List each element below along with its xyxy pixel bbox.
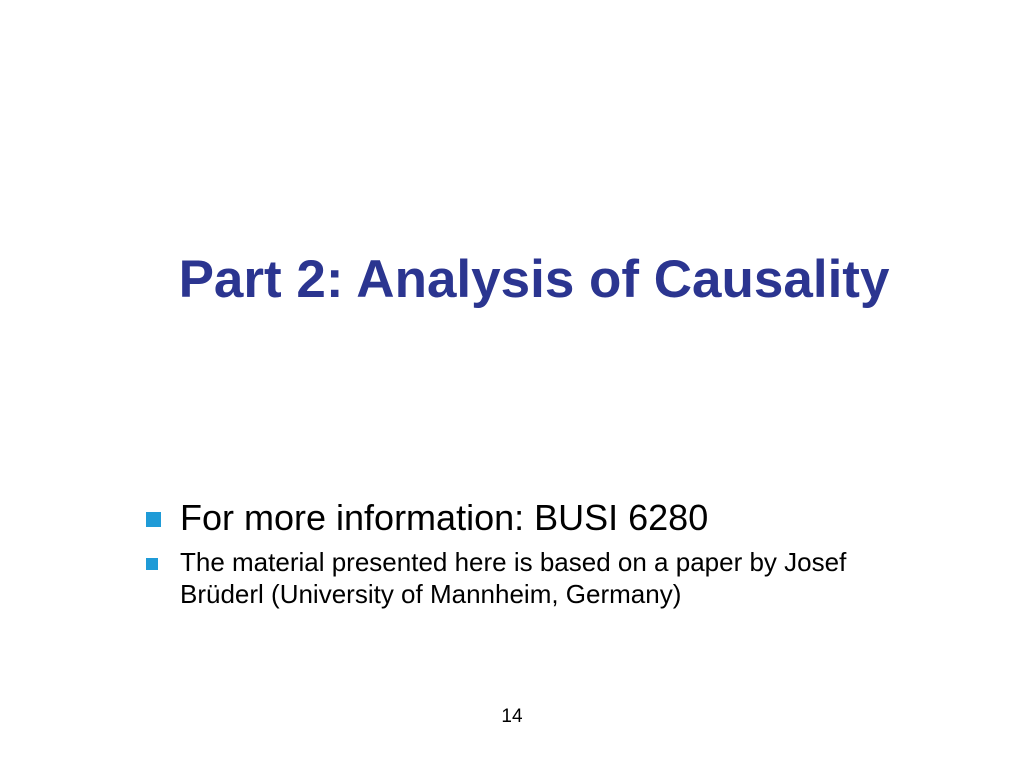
bullet-item bbox=[144, 496, 924, 540]
bullet-text: The material presented here is based on a paper by Josef Brüderl (University of Mannheim, Germany) bbox=[180, 547, 847, 609]
page-number: 14 bbox=[501, 706, 523, 727]
square-bullet-icon bbox=[146, 558, 158, 570]
bullet-list bbox=[144, 496, 924, 610]
slide-title: Part 2: Analysis of Causality bbox=[178, 250, 890, 309]
bullet-text: For more information: BUSI 6280 bbox=[180, 497, 709, 538]
bullet-item bbox=[144, 546, 924, 610]
square-bullet-icon bbox=[146, 512, 161, 527]
